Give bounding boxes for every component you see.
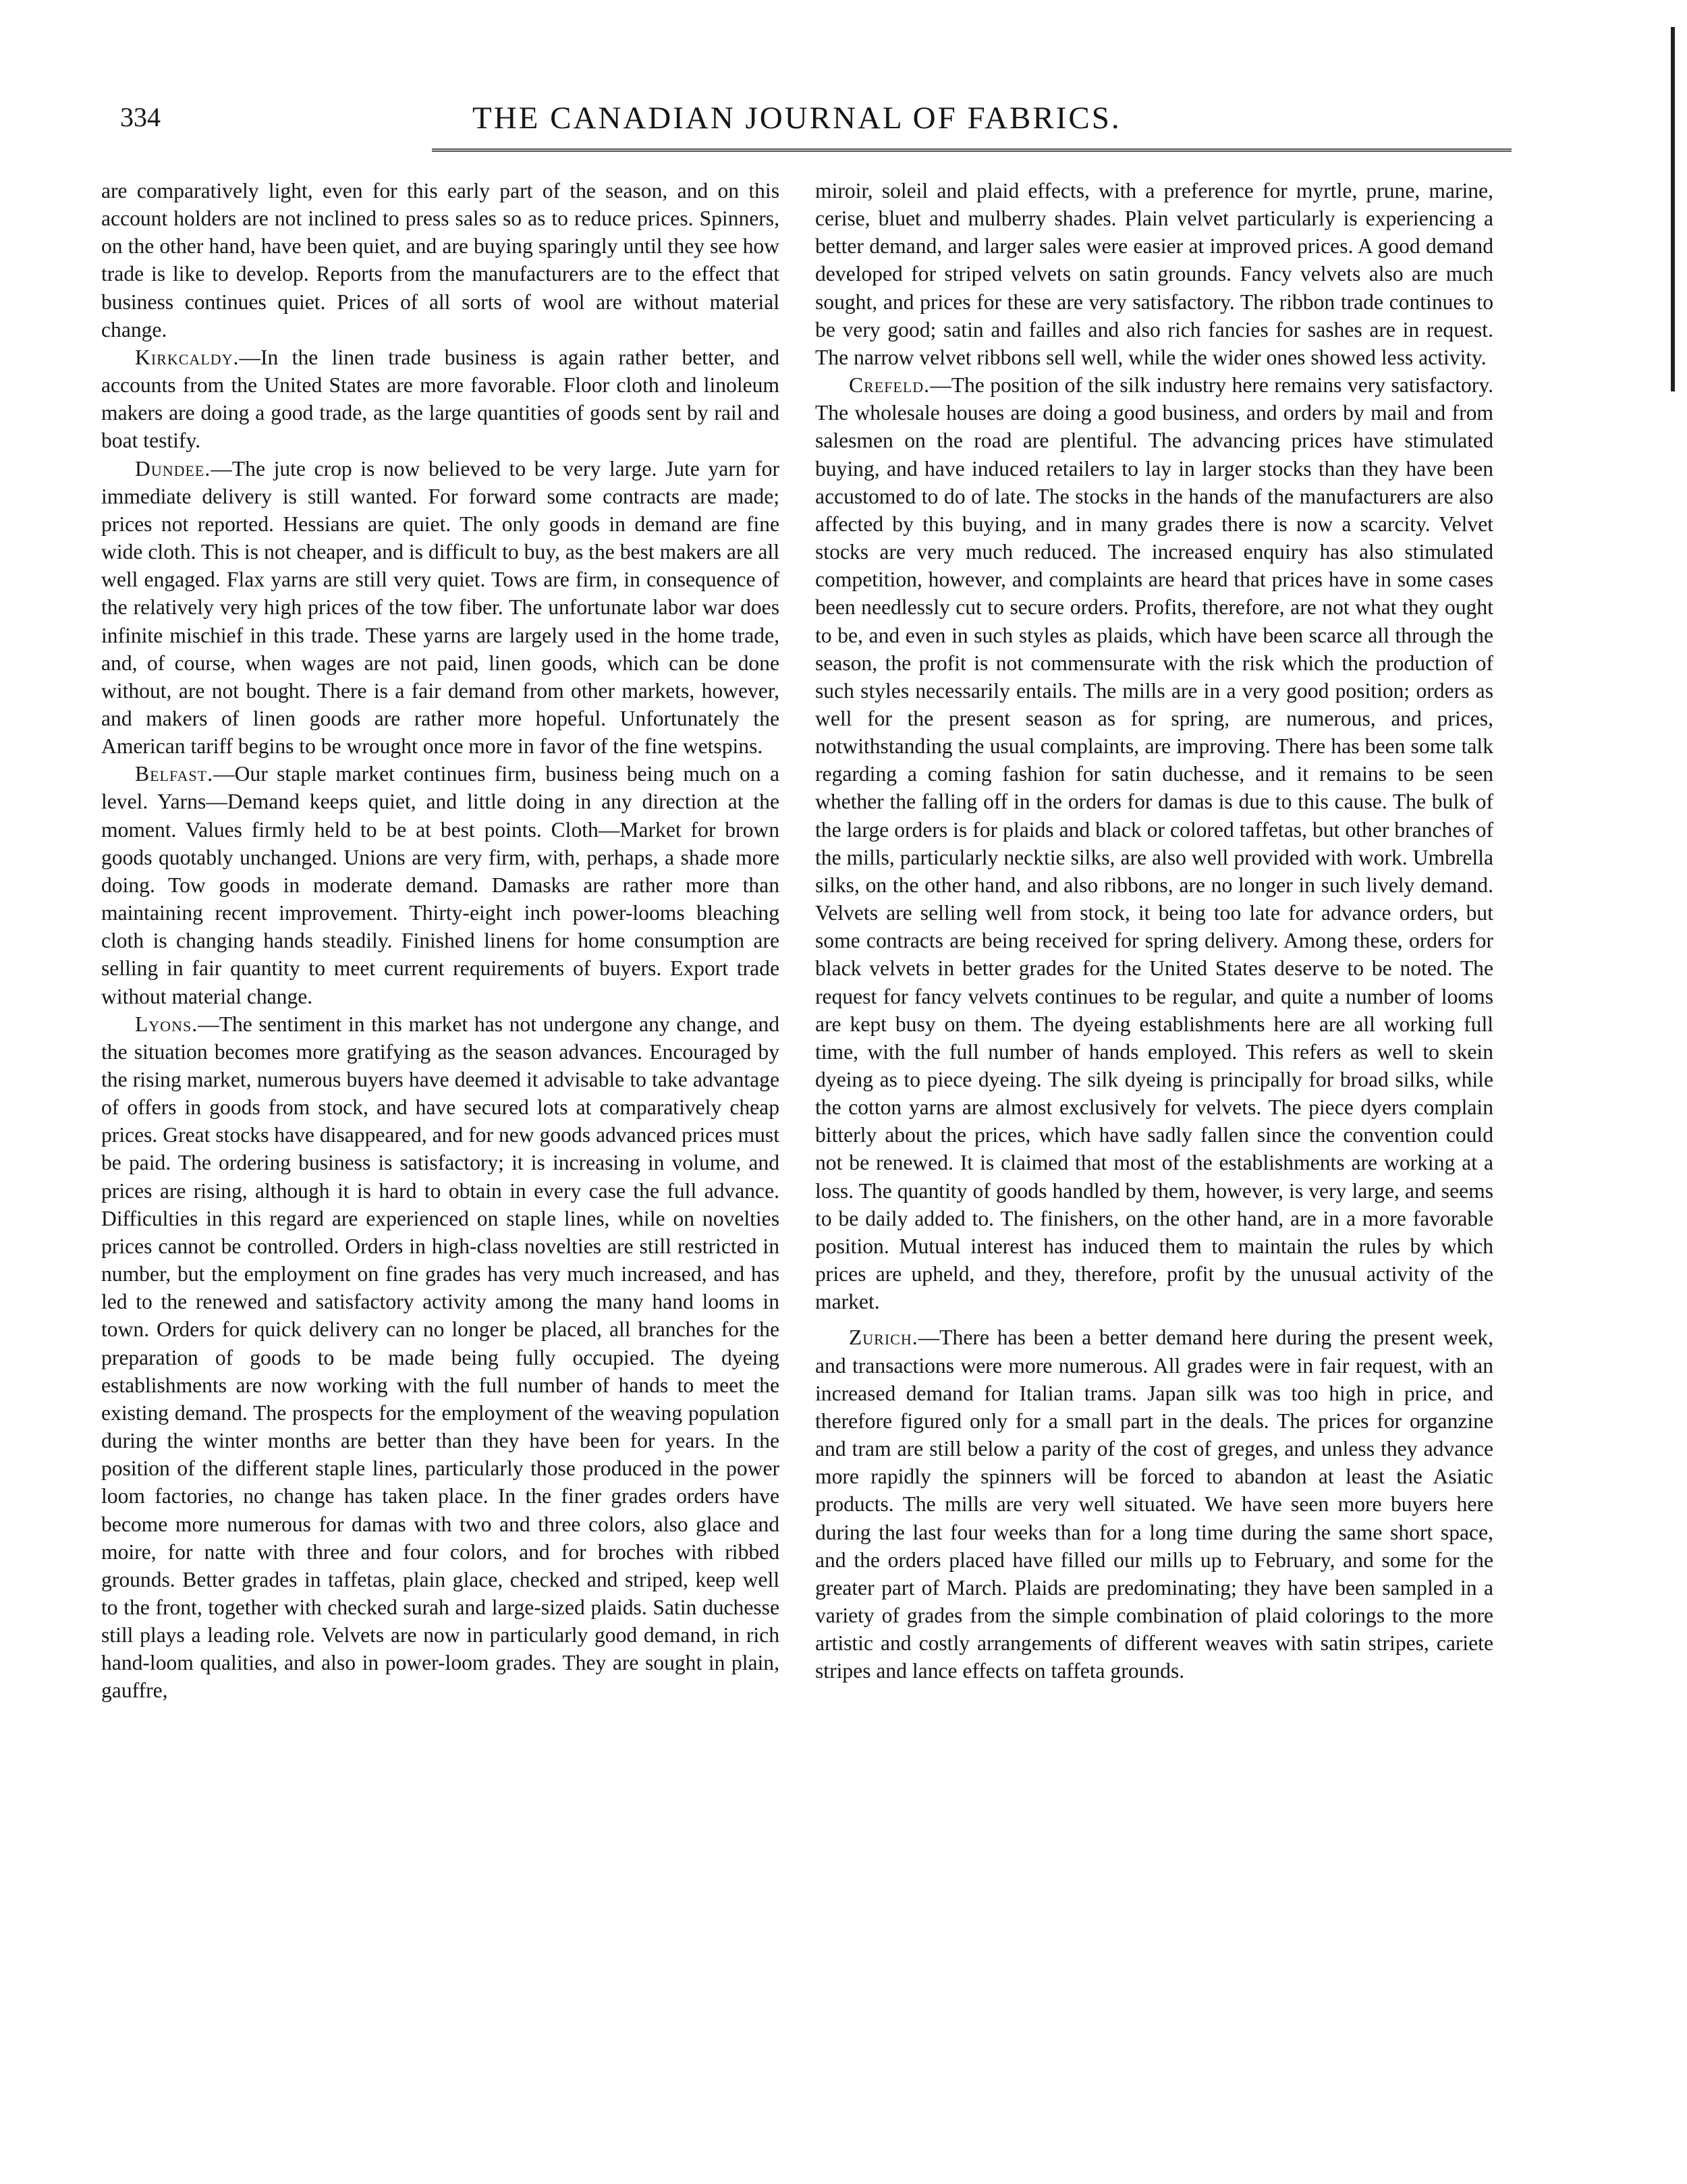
zurich-paragraph (815, 1323, 1493, 1685)
dundee-heading: Dundee. (135, 456, 211, 481)
belfast-paragraph (101, 760, 779, 1010)
dundee-paragraph (101, 455, 779, 761)
belfast-heading: Belfast. (135, 762, 214, 786)
page-header (0, 101, 1687, 155)
zurich-heading: Zurich. (849, 1326, 918, 1350)
kirkcaldy-heading: Kirkcaldy. (135, 345, 240, 369)
right-column (815, 177, 1493, 1685)
belfast-text: —Our staple market continues firm, business being much on a level. Yarns—Demand keeps quiet, and little doing in any direction at the moment. Values firmly held to be at best points. Cloth—Market for brown goods quotably unchanged. Unions are very firm, with, perhaps, a shade more doing. Tow goods in moderate demand. Damasks are rather more than maintaining recent improvement. Thirty-eight inch power-looms bleaching cloth is changing hands steadily. Finished linens for home consumption are selling in fair quantity to meet current requirements of buyers. Export trade without material change. (101, 762, 779, 1008)
continued-paragraph: are comparatively light, even for this early part of the season, and on this account holders are not inclined to press sales so as to reduce prices. Spinners, on the other hand, have been quiet, and are buying sparingly until they see how trade is like to develop. Reports from the manufacturers are to the effect that business continues quiet. Prices of all sorts of wool are without material change. (101, 179, 779, 342)
kirkcaldy-paragraph (101, 344, 779, 455)
crefeld-text: —The position of the silk industry here remains very satisfactory. The wholesale houses are doing a good business, and orders by mail and from salesmen on the road are plentiful. The advancing prices have stimulated buying, and have induced retailers to lay in larger stocks than they have been accustomed to do of late. The stocks in the hands of the manufacturers are also affected by this buying, and in many grades there is now a scarcity. Velvet stocks are very much reduced. The increased enquiry has also stimulated competition, however, and complaints are heard that prices have in some cases been needlessly cut to secure orders. Profits, therefore, are not what they ought to be, and even in such styles as plaids, which have been scarce all through the season, the profit is not commensurate with the risk which the production of such styles necessarily entails. The mills are in a very good position; orders as well for the present season as for spring, are numerous, and prices, notwithstanding the usual complaints, are improving. There has been some talk regarding a coming fashion for satin duchesse, and it remains to be seen whether the falling off in the orders for damas is due to this cause. The bulk of the large orders is for plaids and black or colored taffetas, but other branches of the mills, particularly necktie silks, are also well provided with work. Umbrella silks, on the other hand, and also ribbons, are no longer in such lively demand. Velvets are selling well from stock, it being too late for advance orders, but some contracts are being received for spring delivery. Among these, orders for black velvets in better grades for the United States deserve to be noted. The request for fancy velvets continues to be regular, and quite a number of looms are kept busy on them. The dyeing establishments here are all working full time, with the full number of hands employed. This refers as well to skein dyeing as to piece dyeing. The silk dyeing is principally for broad silks, while the cotton yarns are almost exclusively for velvets. The piece dyers complain bitterly about the prices, which have sadly fallen since the convention could not be renewed. It is claimed that most of the establishments are working at a loss. The quantity of goods handled by them, however, is very large, and seems to be daily added to. The finishers, on the other hand, are in a more favorable position. Mutual interest has induced them to maintain the rules by which prices are upheld, and they, therefore, profit by the unusual activity of the market. (815, 373, 1493, 1314)
crefeld-paragraph (815, 371, 1493, 1315)
zurich-text: —There has been a better demand here during the present week, and transactions were more numerous. All grades were in fair request, with an increased demand for Italian trams. Japan silk was too high in price, and therefore figured only for a small part in the deals. The prices for organzine and tram are still below a parity of the cost of greges, and unless they advance more rapidly the spinners will be forced to abandon at least the Asiatic products. The mills are very well situated. We have seen more buyers here during the last four weeks than for a long time during the same short space, and the orders placed have filled our mills up to February, and some for the greater part of March. Plaids are predominating; they have been sampled in a variety of grades from the simple combination of plaid colorings to the more artistic and costly arrangements of different weaves with satin stripes, cariete stripes and lance effects on taffeta grounds. (815, 1326, 1493, 1683)
kirkcaldy-text: —In the linen trade business is again rather better, and accounts from the United States are more favorable. Floor cloth and linoleum makers are doing a good trade, as the large quantities of goods sent by rail and boat testify. (101, 345, 779, 453)
scan-edge-line (1671, 27, 1675, 391)
lyons-text: —The sentiment in this market has not undergone any change, and the situation becomes more gratifying as the season advances. Encouraged by the rising market, numerous buyers have deemed it advisable to take advantage of offers in goods from stock, and have secured lots at comparatively cheap prices. Great stocks have disappeared, and for new goods advanced prices must be paid. The ordering business is satisfactory; it is increasing in volume, and prices are rising, although it is hard to obtain in every case the full advance. Difficulties in this regard are experienced on staple lines, while on novelties prices cannot be controlled. Orders in high-class novelties are still restricted in number, but the employment on fine grades has very much increased, and has led to the renewed and satisfactory activity among the many hand looms in town. Orders for quick delivery can no longer be placed, all branches for the preparation of goods to be made being fully occupied. The dyeing establishments are now working with the full number of hands to meet the existing demand. The prospects for the employment of the weaving population during the winter months are better than they have been for years. In the position of the different staple lines, particularly those produced in the power loom factories, no change has taken place. In the finer grades orders have become more numerous for damas with two and three colors, also glace and moire, for natte with three and four colors, and for broches with ribbed grounds. Better grades in taffetas, plain glace, checked and striped, keep well to the front, together with checked surah and large-sized plaids. Satin duchesse still plays a leading role. Velvets are now in particularly good demand, in rich hand-loom qualities, and also in power-loom grades. They are sought in plain, gauffre, (101, 1012, 779, 1703)
lyons-heading: Lyons. (135, 1012, 198, 1036)
lyons-paragraph (101, 1010, 779, 1705)
header-rule (432, 148, 1512, 152)
left-column (101, 177, 779, 1705)
continued-paragraph-right: miroir, soleil and plaid effects, with a preference for myrtle, prune, marine, cerise, bluet and mulberry shades. Plain velvet particularly is experiencing a better demand, and larger sales were easier at improved prices. A good demand developed for striped velvets on satin grounds. Fancy velvets also are much sought, and prices for these are very satisfactory. The ribbon trade continues to be very good; satin and failles and also rich fancies for sashes are in request. The narrow velvet ribbons sell well, while the wider ones showed less activity. (815, 179, 1493, 369)
journal-title: THE CANADIAN JOURNAL OF FABRICS. (472, 101, 1122, 136)
dundee-text: —The jute crop is now believed to be very large. Jute yarn for immediate delivery is still wanted. For forward some contracts are made; prices not reported. Hessians are quiet. The only goods in demand are fine wide cloth. This is not cheaper, and is difficult to buy, as the best makers are all well engaged. Flax yarns are still very quiet. Tows are firm, in consequence of the relatively very high prices of the tow fiber. The unfortunate labor war does infinite mischief in this trade. These yarns are largely used in the home trade, and, of course, when wages are not paid, linen goods, which can be done without, are not bought. There is a fair demand from other markets, however, and makers of linen goods are rather more hopeful. Unfortunately the American tariff begins to be wrought once more in favor of the fine wetspins. (101, 456, 779, 759)
page-number: 334 (120, 102, 161, 132)
crefeld-heading: Crefeld. (849, 373, 931, 398)
